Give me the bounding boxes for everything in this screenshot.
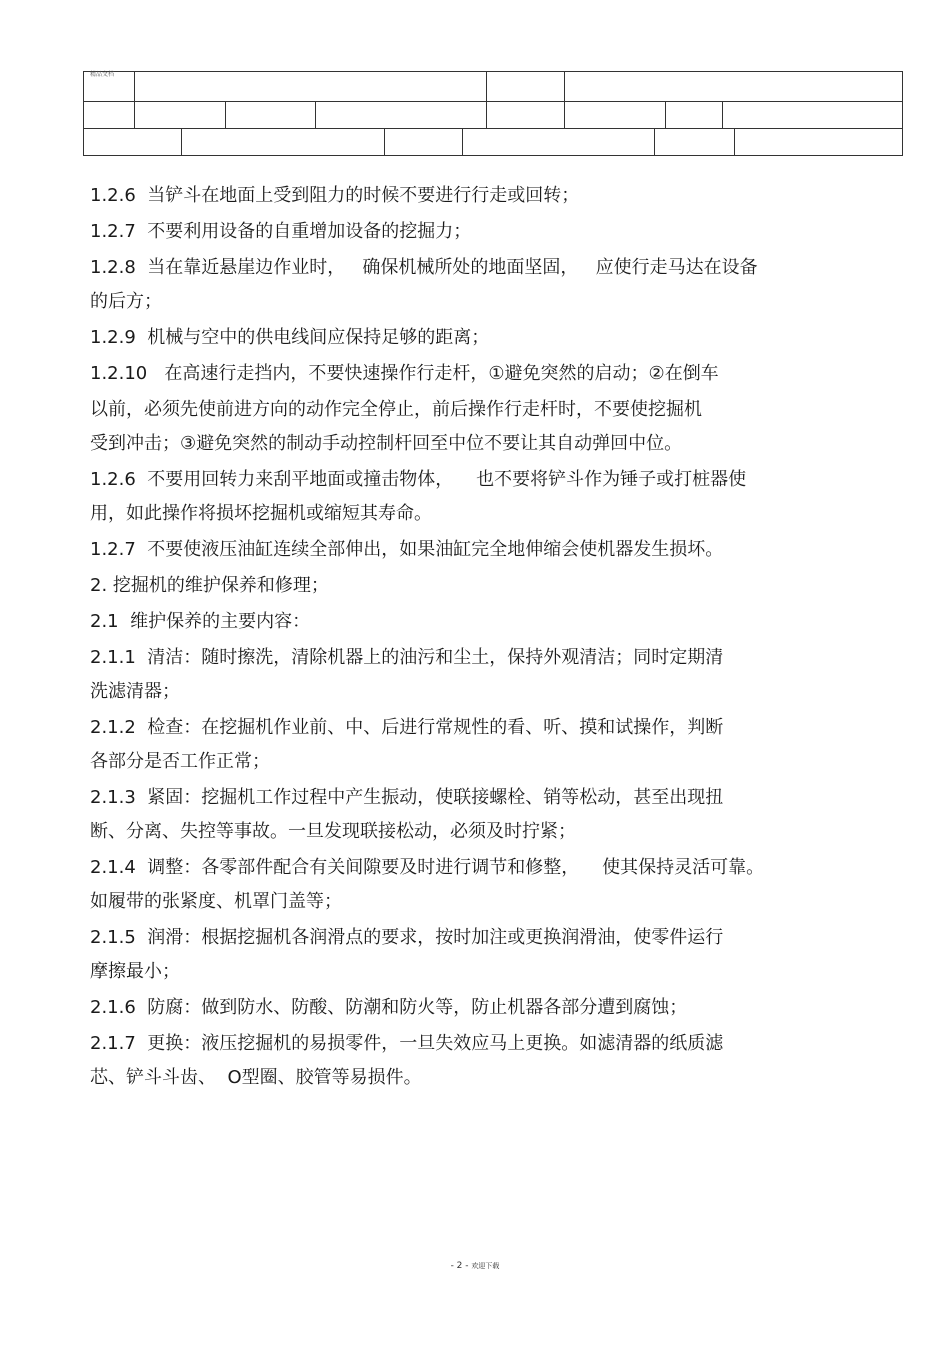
table-cell: [734, 128, 903, 156]
text-line: 2.1.4 调整：各零部件配合有关间隙要及时进行调节和修整， 使其保持灵活可靠。: [90, 857, 765, 878]
table-cell: [486, 101, 565, 129]
text-line: 以前，必须先使前进方向的动作完全停止，前后操作行走杆时，不要使挖掘机: [90, 399, 702, 420]
table-cell: [462, 128, 655, 156]
table-cell: [83, 128, 182, 156]
text-line: 2.1.3 紧固：挖掘机工作过程中产生振动，使联接螺栓、销等松动，甚至出现扭: [90, 787, 724, 808]
text-line: 各部分是否工作正常；: [90, 751, 270, 772]
text-line: 2.1.1 清洁：随时擦洗，清除机器上的油污和尘土，保持外观清洁；同时定期清: [90, 647, 724, 668]
text-line: 洗滤清器；: [90, 681, 180, 702]
text-line: 摩擦最小；: [90, 961, 180, 982]
table-cell: [665, 101, 723, 129]
table-cell: [722, 101, 903, 129]
text-line: 用，如此操作将损坏挖掘机或缩短其寿命。: [90, 503, 432, 524]
text-line: 如履带的张紧度、机罩门盖等；: [90, 891, 342, 912]
text-line: 1.2.8 当在靠近悬崖边作业时， 确保机械所处的地面坚固， 应使行走马达在设备: [90, 257, 758, 278]
page-number: - 2 -: [450, 1261, 469, 1271]
text-line: 1.2.6 当铲斗在地面上受到阻力的时候不要进行行走或回转；: [90, 185, 580, 206]
table-cell: [83, 101, 135, 129]
table-cell: [134, 101, 226, 129]
text-line: 1.2.6 不要用回转力来刮平地面或撞击物体， 也不要将铲斗作为锤子或打桩器使: [90, 469, 747, 490]
table-cell: [384, 128, 463, 156]
header-watermark: 精品文档: [90, 71, 115, 78]
table-cell: [181, 128, 385, 156]
text-line: 的后方；: [90, 291, 162, 312]
text-line: 2.1.6 防腐：做到防水、防酸、防潮和防火等，防止机器各部分遭到腐蚀；: [90, 997, 688, 1018]
text-line: 1.2.9 机械与空中的供电线间应保持足够的距离；: [90, 327, 490, 348]
text-line: 1.2.7 不要利用设备的自重增加设备的挖掘力；: [90, 221, 472, 242]
page-footer: [0, 1261, 950, 1271]
footer-note: 欢迎下载: [471, 1262, 500, 1270]
text-line: 2.1.2 检查：在挖掘机作业前、中、后进行常规性的看、听、摸和试操作，判断: [90, 717, 724, 738]
document-body: [90, 184, 870, 1090]
text-line: 受到冲击；③避免突然的制动手动控制杆回至中位不要让其自动弹回中位。: [90, 433, 683, 454]
header-table: [83, 71, 903, 156]
text-line: 2.1.5 润滑：根据挖掘机各润滑点的要求，按时加注或更换润滑油，使零件运行: [90, 927, 724, 948]
table-cell: [564, 101, 666, 129]
table-cell: [315, 101, 487, 129]
text-line: 1.2.7 不要使液压油缸连续全部伸出，如果油缸完全地伸缩会使机器发生损坏。: [90, 539, 724, 560]
text-line: 2.1.7 更换：液压挖掘机的易损零件，一旦失效应马上更换。如滤清器的纸质滤: [90, 1033, 724, 1054]
text-line: 断、分离、失控等事故。一旦发现联接松动，必须及时拧紧；: [90, 821, 576, 842]
table-cell: [225, 101, 316, 129]
table-cell: [134, 71, 487, 102]
subsection-heading: 2.1 维护保养的主要内容：: [90, 611, 311, 632]
section-heading: 2. 挖掘机的维护保养和修理；: [90, 575, 329, 596]
table-cell: [486, 71, 565, 102]
text-line: 芯、铲斗斗齿、 O型圈、胶管等易损件。: [90, 1067, 422, 1088]
table-cell: [654, 128, 735, 156]
table-cell: [564, 71, 903, 102]
text-line: 1.2.10 在高速行走挡内，不要快速操作行走杆，①避免突然的启动；②在倒车: [90, 363, 719, 384]
